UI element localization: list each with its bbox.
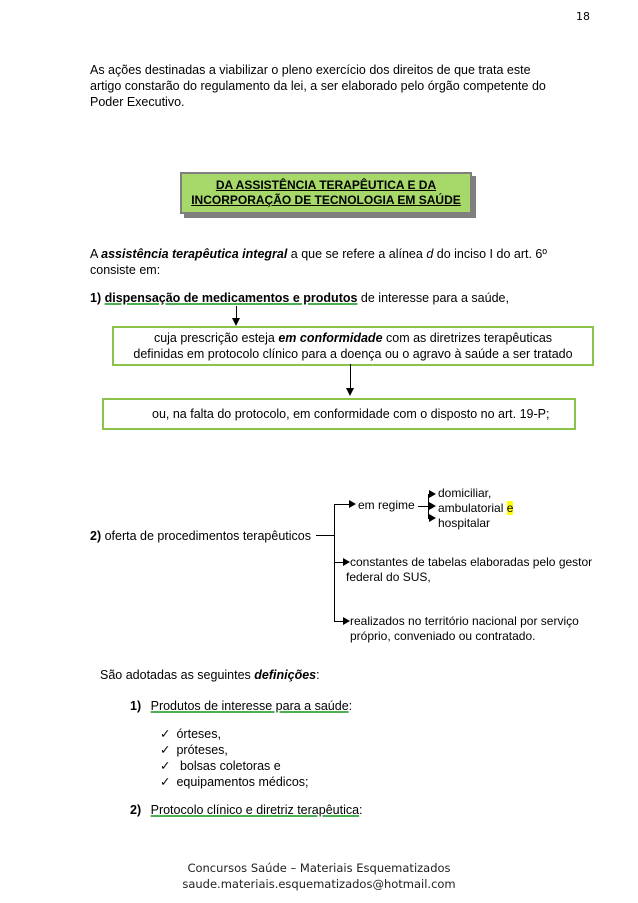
definitions-intro (100, 667, 320, 683)
text: : (348, 699, 353, 713)
item-2-number: 2) (90, 529, 102, 543)
regime-item (438, 501, 513, 516)
regime-label: em regime (358, 498, 415, 512)
item-1 (90, 290, 610, 306)
text: com as diretrizes terapêuticas (382, 331, 553, 345)
connector-line (316, 535, 334, 536)
text: A (90, 247, 102, 261)
list-item (160, 742, 309, 758)
intro-line: As ações destinadas a viabilizar o pleno exercício dos direitos de que trata este (90, 63, 531, 77)
item-1-heading: dispensação de medicamentos e produtos (104, 291, 358, 305)
definition-1-number: 1) (130, 699, 142, 713)
text: : (316, 668, 320, 682)
footer (0, 860, 638, 892)
regime-ambulatorial: ambulatorial (438, 501, 504, 515)
box1-emphasis: em conformidade (278, 331, 383, 345)
highlighted-e: e (506, 501, 514, 515)
text: ou, na falta do protocolo, em conformidade com o disposto no art. 19-P; (152, 407, 550, 421)
list-item-text: bolsas coletoras e (176, 759, 281, 773)
branch-territory-line: realizados no território nacional por serviço (350, 614, 579, 628)
intro-line: artigo constarão do regulamento da lei, a ser elaborado pelo órgão competente do (90, 79, 546, 93)
list-item-text: órteses, (176, 727, 221, 741)
section-title-line: DA ASSISTÊNCIA TERAPÊUTICA E DA (215, 178, 437, 192)
connector-line (334, 504, 349, 505)
definition-2-label: Protocolo clínico e diretriz terapêutica (150, 803, 360, 817)
check-icon: ✓ (160, 742, 171, 757)
list-item (160, 774, 309, 790)
protocol-box (102, 398, 576, 430)
definition-2-number: 2) (130, 803, 142, 817)
check-icon: ✓ (160, 774, 171, 789)
list-item (160, 758, 309, 774)
connector-line (334, 621, 343, 622)
list-item-text: próteses, (176, 743, 228, 757)
connector-line (334, 562, 343, 563)
regime-item: hospitalar (438, 516, 491, 530)
item-2-label (90, 528, 311, 544)
definitions-emphasis: definições (254, 668, 317, 682)
intro-line: Poder Executivo. (90, 95, 185, 109)
arrow-right-icon (429, 502, 436, 510)
page-number: 18 (576, 10, 590, 23)
branch-territory-line: próprio, conveniado ou contratado. (350, 629, 536, 643)
list-item (160, 726, 309, 742)
branch-tables-line: constantes de tabelas elaboradas pelo gestor (350, 555, 593, 569)
arrow-right-icon (429, 514, 436, 522)
branch-tables-line: federal do SUS, (346, 570, 431, 584)
definition-1-label: Produtos de interesse para a saúde (150, 699, 349, 713)
text: consiste em: (90, 263, 161, 277)
text: cuja prescrição esteja (153, 331, 279, 345)
check-icon: ✓ (160, 758, 171, 773)
item-1-number: 1) (90, 291, 105, 305)
list-item-text: equipamentos médicos; (176, 775, 309, 789)
arrow-down-icon (346, 388, 354, 396)
regime-item: domiciliar, (438, 486, 492, 500)
arrow-right-icon (343, 558, 350, 566)
text: São adotadas as seguintes (100, 668, 255, 682)
footer-line: Concursos Saúde – Materiais Esquematizados (187, 861, 451, 875)
text: : (359, 803, 363, 817)
assistance-paragraph (90, 246, 590, 278)
item-1-rest: de interesse para a saúde, (357, 291, 509, 305)
definition-2 (130, 802, 363, 818)
text: do inciso I do art. 6º (433, 247, 547, 261)
check-icon: ✓ (160, 726, 171, 741)
prescription-box (112, 326, 594, 366)
letter-d: d (426, 247, 434, 261)
definition-1-list (160, 726, 309, 790)
text: oferta de procedimentos terapêuticos (101, 529, 311, 543)
arrow-right-icon (349, 500, 356, 508)
arrow-right-icon (343, 617, 350, 625)
definition-1 (130, 698, 352, 714)
arrow-right-icon (429, 490, 436, 498)
footer-email: saude.materiais.esquematizados@hotmail.com (182, 877, 456, 891)
assistance-emphasis: assistência terapêutica integral (101, 247, 288, 261)
text: a que se refere a alínea (287, 247, 427, 261)
arrow-down-icon (232, 318, 240, 326)
connector-line (350, 364, 351, 390)
intro-paragraph (90, 62, 590, 110)
section-title-line: INCORPORAÇÃO DE TECNOLOGIA EM SAÚDE (191, 193, 461, 207)
text: definidas em protocolo clínico para a doença ou o agravo à saúde a ser tratado (133, 347, 573, 361)
section-title-box (180, 172, 472, 214)
